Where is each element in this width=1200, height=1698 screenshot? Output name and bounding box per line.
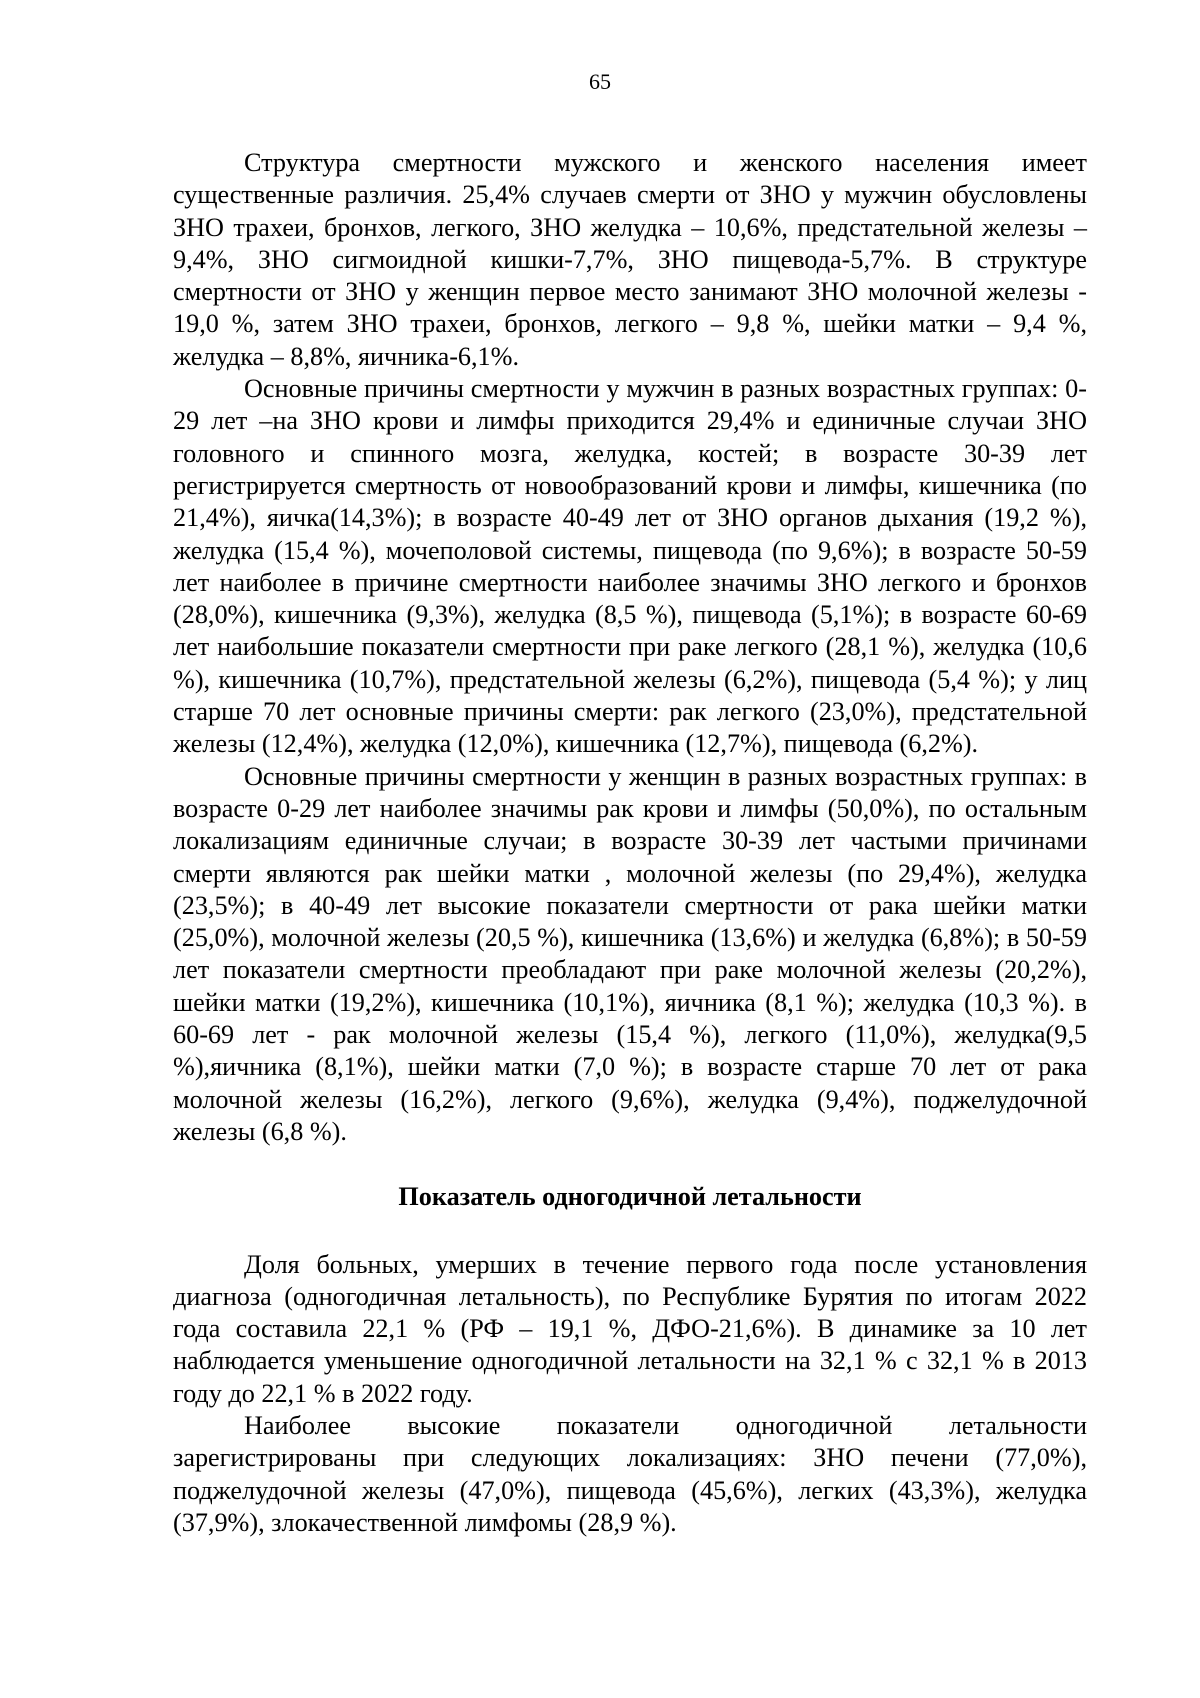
paragraph-mortality-structure: Структура смертности мужского и женского населения имеет существенные различия. 25,4% случаев смерти от ЗНО у мужчин обусловлены ЗНО трахеи, бронхов, легкого, ЗНО желудка – 10,6%, предстательной железы – 9,4%, ЗНО сигмоидной кишки-7,7%, ЗНО пищевода-5,7%. В структуре смертности от ЗНО у женщин первое место занимают ЗНО молочной железы - 19,0 %, затем ЗНО трахеи, бронхов, легкого – 9,8 %, шейки матки – 9,4 %, желудка – 8,8%, яичника-6,1%. [173,148,1087,371]
document-body [173,147,1087,1539]
section-heading-lethality: Показатель одногодичной летальности [398,1182,862,1212]
paragraph-male-mortality-by-age: Основные причины смертности у мужчин в разных возрастных группах: 0-29 лет –на ЗНО крови и лимфы приходится 29,4% и единичные случаи ЗНО головного и спинного мозга, желудка, костей; в возрасте 30-39 лет регистрируется смертность от новообразований крови и лимфы, кишечника (по 21,4%), яичка(14,3%); в возрасте 40-49 лет от ЗНО органов дыхания (19,2 %), желудка (15,4 %), мочеполовой системы, пищевода (по 9,6%); в возрасте 50-59 лет наиболее в причине смертности наиболее значимы ЗНО легкого и бронхов (28,0%), кишечника (9,3%), желудка (8,5 %), пищевода (5,1%); в возрасте 60-69 лет наибольшие показатели смертности при раке легкого (28,1 %), желудка (10,6 %), кишечника (10,7%), предстательной железы (6,2%), пищевода (5,4 %); у лиц старше 70 лет основные причины смерти: рак легкого (23,0%), предстательной железы (12,4%), желудка (12,0%), кишечника (12,7%), пищевода (6,2%). [173,374,1087,759]
paragraph-one-year-lethality: Доля больных, умерших в течение первого года после установления диагноза (одногодичная летальность), по Республике Бурятия по итогам 2022 года составила 22,1 % (РФ – 19,1 %, ДФО-21,6%). В динамике за 10 лет наблюдается уменьшение одногодичной летальности на 32,1 % с 32,1 % в 2013 году до 22,1 % в 2022 году. [173,1249,1087,1408]
page-number: 65 [589,69,611,94]
paragraph-female-mortality-by-age: Основные причины смертности у женщин в разных возрастных группах: в возрасте 0-29 лет наиболее значимы рак крови и лимфы (50,0%), по остальным локализациям единичные случаи; в возрасте 30-39 лет частыми причинами смерти являются рак шейки матки , молочной железы (по 29,4%), желудка (23,5%); в 40-49 лет высокие показатели смертности от рака шейки матки (25,0%), молочной железы (20,5 %), кишечника (13,6%) и желудка (6,8%); в 50-59 лет показатели смертности преобладают при раке молочной железы (20,2%), шейки матки (19,2%), кишечника (10,1%), яичника (8,1 %); желудка (10,3 %). в 60-69 лет - рак молочной железы (15,4 %), легкого (11,0%), желудка(9,5 %),яичника (8,1%), шейки матки (7,0 %); в возрасте старше 70 лет от рака молочной железы (16,2%), легкого (9,6%), желудка (9,4%), поджелудочной железы (6,8 %). [173,761,1087,1146]
paragraph-lethality-by-localization: Наиболее высокие показатели одногодичной летальности зарегистрированы при следующих локализациях: ЗНО печени (77,0%), поджелудочной железы (47,0%), пищевода (45,6%), легких (43,3%), желудка (37,9%), злокачественной лимфомы (28,9 %). [173,1410,1087,1537]
